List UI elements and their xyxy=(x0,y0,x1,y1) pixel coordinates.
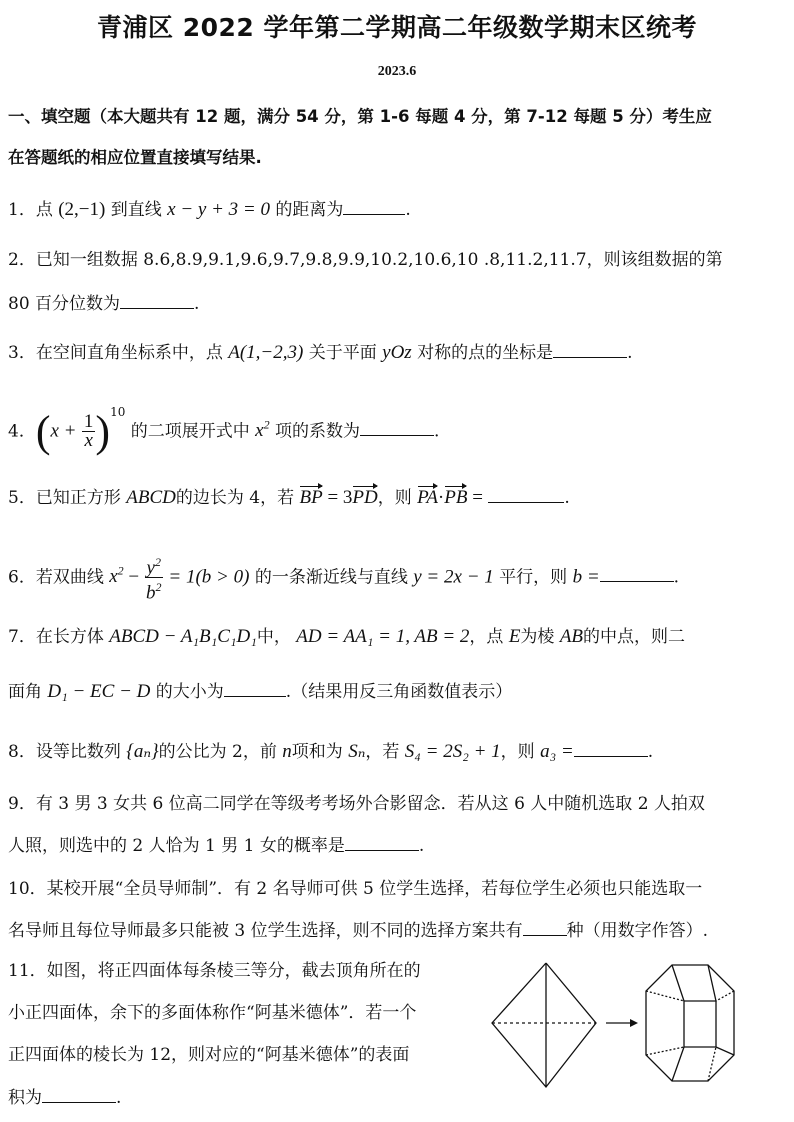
answer-blank[interactable] xyxy=(42,1086,116,1103)
exam-title: 青浦区 2022 学年第二学期高二年级数学期末区统考 xyxy=(97,13,697,42)
answer-blank[interactable] xyxy=(343,198,405,215)
question-7-line2: 面角 D₁ − EC − D 的大小为 .（结果用反三角函数值表示） xyxy=(8,681,513,702)
vector-bp: BP xyxy=(299,487,323,508)
question-7-line1: 7．在长方体 ABCD − A₁B₁C₁D₁中， AD = AA₁ = 1, AB = 2，点 E为棱 AB的中点，则二 xyxy=(8,626,686,647)
q4-fraction: $\frac{1}{x}$ xyxy=(83,411,94,452)
section-instructions-line1: 一、填空题（本大题共有 12 题，满分 54 分，第 1-6 每题 4 分，第 7-12 每题 5 分）考生应 xyxy=(8,107,712,126)
question-10-line1: 10．某校开展“全员导师制”．有 2 名导师可供 5 位学生选择，若每位学生必须也只能选取一 xyxy=(8,879,703,899)
question-11-line2: 小正四面体，余下的多面体称作“阿基米德体”．若一个 xyxy=(8,1003,417,1023)
section-instructions-line2: 在答题纸的相应位置直接填写结果. xyxy=(8,148,262,167)
question-11-line1: 11．如图，将正四面体每条棱三等分，截去顶角所在的 xyxy=(8,961,421,981)
question-5: 5．已知正方形 ABCD的边长为 4，若 BP = 3PD，则 PA·PB = . xyxy=(8,487,570,508)
answer-blank[interactable] xyxy=(574,740,648,757)
question-3: 3．在空间直角坐标系中，点 A(1,−2,3) 关于平面 yOz 对称的点的坐标是 . xyxy=(8,342,633,363)
q6-fraction: $\frac{y^2}{b^2}$ xyxy=(146,555,162,604)
answer-blank[interactable] xyxy=(345,834,419,851)
archimedean-solid-figure xyxy=(484,955,744,1095)
answer-blank[interactable] xyxy=(553,341,627,358)
question-2-line2: 80 百分位数为 . xyxy=(8,294,200,314)
question-9-line1: 9．有 3 男 3 女共 6 位高二同学在等级考考场外合影留念．若从这 6 人中随机选取 2 人拍双 xyxy=(8,794,705,814)
tetrahedron-drawing xyxy=(492,963,596,1087)
vector-pa: PA xyxy=(417,487,438,508)
question-2-line1: 2．已知一组数据 8.6,8.9,9.1,9.6,9.7,9.8,9.9,10.2,10.6,10 .8,11.2,11.7，则该组数据的第 xyxy=(8,250,723,270)
answer-blank[interactable] xyxy=(120,292,194,309)
answer-blank[interactable] xyxy=(224,680,286,697)
vector-pb: PB xyxy=(444,487,468,508)
q1-point: (2,−1) xyxy=(58,199,106,220)
question-11-line4: 积为 . xyxy=(8,1088,122,1108)
answer-blank[interactable] xyxy=(360,419,434,436)
question-11-line3: 正四面体的棱长为 12，则对应的“阿基米德体”的表面 xyxy=(8,1045,410,1065)
answer-blank[interactable] xyxy=(523,919,567,936)
question-6: 6．若双曲线 $x^2$ − $\frac{y^2}{b^2}$ = 1(b > 0) 的一条渐近线与直线 y = 2x − 1 平行，则 b = . xyxy=(8,555,680,604)
exam-date: 2023.6 xyxy=(377,64,417,79)
archimedean-solid-drawing xyxy=(646,965,734,1081)
answer-blank[interactable] xyxy=(600,565,674,582)
vector-pd: PD xyxy=(352,487,378,508)
q3-point: A(1,−2,3) xyxy=(228,342,304,363)
question-8: 8．设等比数列 {aₙ}的公比为 2，前 n项和为 Sₙ，若 S₄ = 2S₂ + 1，则 a₃ = . xyxy=(8,741,654,762)
question-10-line2: 名导师且每位导师最多只能被 3 位学生选择，则不同的选择方案共有 种（用数字作答）. xyxy=(8,921,709,941)
question-1: 1．点 (2,−1) 到直线 x − y + 3 = 0 的距离为 . xyxy=(8,199,411,220)
arrow-icon xyxy=(606,1019,638,1027)
answer-blank[interactable] xyxy=(488,486,564,503)
q1-line-equation: x − y + 3 = 0 xyxy=(167,199,271,220)
question-9-line2: 人照，则选中的 2 人恰为 1 男 1 女的概率是 . xyxy=(8,836,425,856)
question-4: 4．(x + $\frac{1}{x}$ )$^{10}$ 的二项展开式中 $x^2$ 项的系数为 . xyxy=(8,404,440,456)
q3-plane: yOz xyxy=(382,342,412,363)
